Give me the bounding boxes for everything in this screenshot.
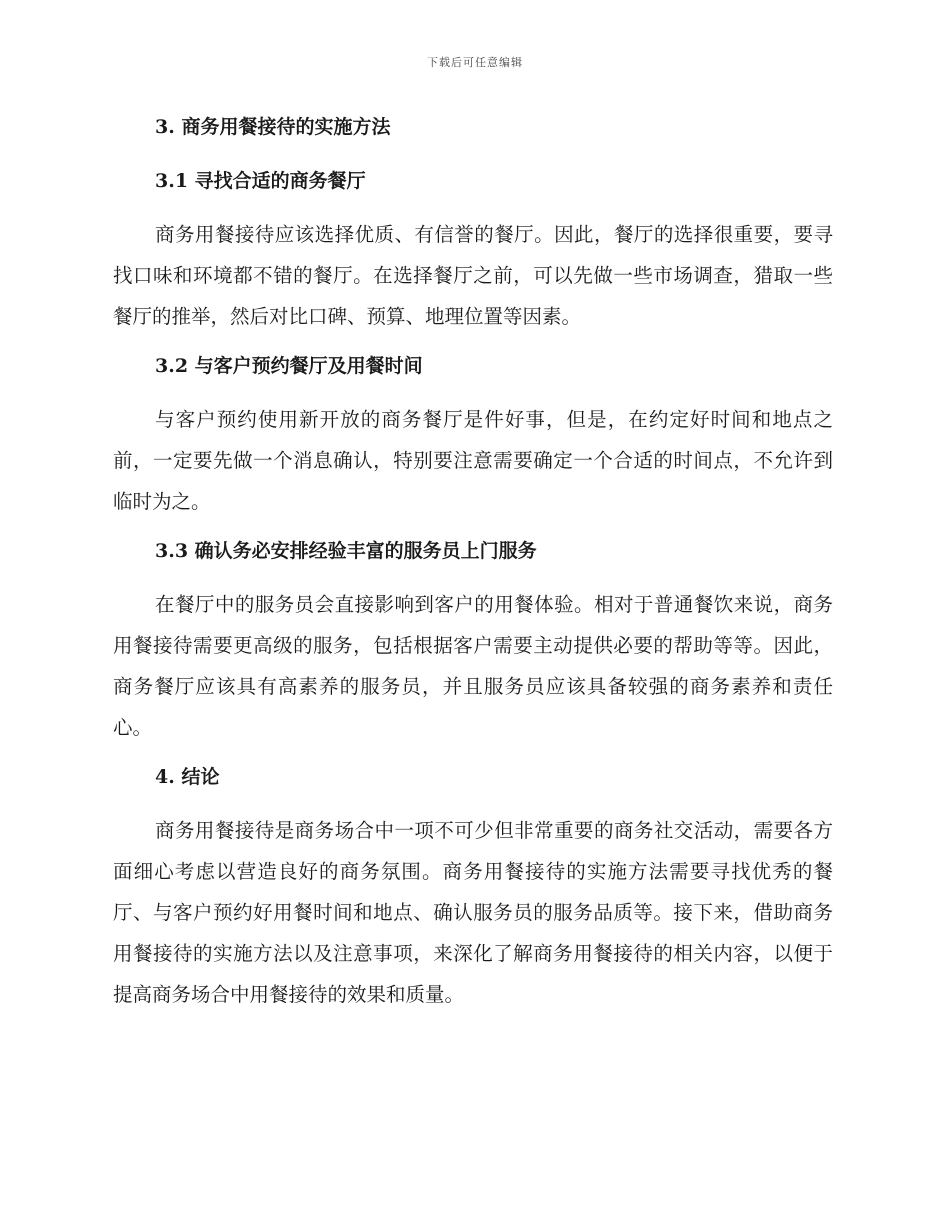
section-heading-3: 3. 商务用餐接待的实施方法 (155, 116, 391, 138)
subsection-heading-3-3: 3.3 确认务必安排经验丰富的服务员上门服务 (155, 540, 537, 562)
paragraph-4: 商务用餐接待是商务场合中一项不可少但非常重要的商务社交活动，需要各方面细心考虑以营造良好的商务氛围。商务用餐接待的实施方法需要寻找优秀的餐厅、与客户预约好用餐时间和地点、确认服务员的服务品质等。接下来，借助商务用餐接待的实施方法以及注意事项，来深化了解商务用餐接待的相关内容，以便于提高商务场合中用餐接待的效果和质量。 (113, 819, 833, 1006)
paragraph-3-1: 商务用餐接待应该选择优质、有信誉的餐厅。因此，餐厅的选择很重要，要寻找口味和环境都不错的餐厅。在选择餐厅之前，可以先做一些市场调查，猎取一些餐厅的推举，然后对比口碑、预算、地理位置等因素。 (113, 223, 833, 328)
paragraph-3-2: 与客户预约使用新开放的商务餐厅是件好事，但是，在约定好时间和地点之前，一定要先做一个消息确认，特别要注意需要确定一个合适的时间点，不允许到临时为之。 (113, 408, 833, 513)
running-header: 下载后可任意编辑 (427, 56, 523, 69)
document-body (113, 106, 833, 1015)
paragraph-3-3: 在餐厅中的服务员会直接影响到客户的用餐体验。相对于普通餐饮来说，商务用餐接待需要更高级的服务，包括根据客户需要主动提供必要的帮助等等。因此，商务餐厅应该具有高素养的服务员，并且服务员应该具备较强的商务素养和责任心。 (113, 593, 833, 739)
subsection-heading-3-2: 3.2 与客户预约餐厅及用餐时间 (155, 355, 423, 377)
section-heading-4: 4. 结论 (155, 766, 220, 788)
subsection-heading-3-1: 3.1 寻找合适的商务餐厅 (155, 170, 366, 192)
